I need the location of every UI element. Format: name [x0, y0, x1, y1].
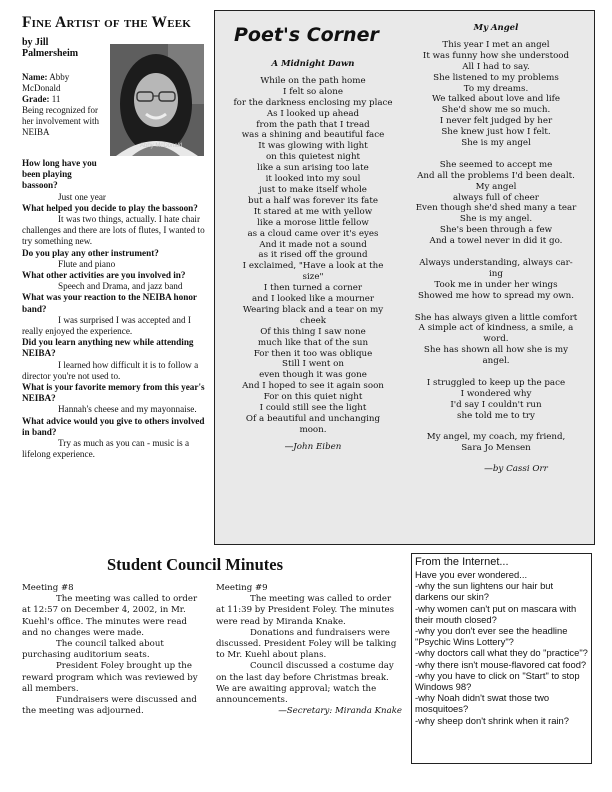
poem-line: She has shown all how she is my — [423, 345, 569, 356]
question: What other activities are you involved in? — [22, 270, 186, 281]
poem-line: All I had to say. — [462, 61, 530, 72]
poem-line: for the darkness enclosing my place — [233, 97, 393, 108]
poem-line: She'd show me so much. — [441, 105, 551, 116]
poem-line: For then it too was oblique — [253, 348, 373, 359]
poem-line: My angel, my coach, my friend, — [426, 432, 566, 443]
stanza-break — [404, 247, 588, 258]
poem-line: was a shining and beautiful face — [241, 130, 385, 141]
poem-line: from the path that I tread — [256, 119, 370, 130]
poem-midnight-dawn — [220, 59, 406, 453]
question: What advice would you give to others involved in band? — [22, 415, 205, 437]
poem-line: As I looked up ahead — [266, 108, 360, 119]
from-the-internet-box — [411, 553, 592, 764]
poem-line: Took me in under her wings — [434, 279, 558, 290]
poem-line: cheek — [299, 315, 326, 326]
poem-line: I exclaimed, "Have a look at the — [242, 261, 384, 272]
poets-corner-title: Poet's Corner — [234, 24, 379, 46]
poem-line: And I hoped to see it again soon — [242, 381, 384, 392]
poem-line: A simple act of kindness, a smile, a — [418, 323, 574, 334]
question: Do you play any other instrument? — [22, 247, 159, 258]
internet-item: -why the sun lightens our hair but darkens our skin? — [415, 580, 554, 603]
poem-line: size" — [302, 272, 324, 283]
answer: Try as much as you can - music is a lifelong experience. — [22, 438, 190, 460]
artist-profile — [22, 72, 108, 138]
poem-line: Even though she'd shed many a tear — [415, 203, 577, 214]
meeting-8 — [22, 583, 204, 717]
poem-line: I felt so alone — [283, 86, 343, 97]
secretary-signature: —Secretary: Miranda Knake — [278, 706, 402, 717]
minutes-paragraph: President Foley brought up the reward program which was reviewed by all members. — [22, 661, 198, 694]
internet-item: -why you have to click on "Start" to stop Windows 98? — [415, 669, 580, 693]
poem-line: She has always given a little comfort — [414, 312, 578, 323]
answer: Speech and Drama, and jazz band — [58, 281, 183, 292]
photo-caption: Abby McDonald — [140, 143, 183, 149]
poem-line: always full of cheer — [453, 192, 539, 203]
poem-line: like a sun arising too late — [257, 163, 369, 174]
poem-line: And a towel never in did it go. — [429, 236, 563, 247]
poem-title: My Angel — [473, 23, 519, 33]
poem-line: Of this thing I saw none — [260, 326, 366, 337]
minutes-paragraph: Fundraisers were discussed and the meeting was adjourned. — [22, 695, 197, 717]
grade-label: Grade: — [22, 94, 50, 104]
poem-author: —by Cassi Orr — [484, 464, 548, 475]
poem-line: I then turned a corner — [263, 283, 363, 294]
answer: I learned how difficult it is to follow a director you're not used to. — [22, 359, 199, 381]
question: Did you learn anything new while attending NEIBA? — [22, 337, 194, 359]
poem-line: Sara Jo Mensen — [461, 443, 531, 454]
minutes-paragraph: Council discussed a costume day on the last day before Christmas break. We are awaiting approval; watch the announcements. — [216, 661, 394, 706]
poem-line: but a half was forever its fate — [248, 195, 378, 206]
poem-line: We talked about love and life — [432, 94, 560, 105]
poem-line: Of a beautiful and unchanging — [245, 414, 381, 424]
poem-lines — [220, 76, 406, 436]
stanza-break — [404, 149, 588, 160]
internet-intro: Have you ever wondered... — [415, 569, 528, 580]
poem-line: as a cloud came over it's eyes — [247, 228, 379, 239]
poem-line: It was glowing with light — [258, 141, 368, 152]
internet-item: -why doctors call what they do "practice"? — [415, 647, 588, 659]
poem-line: and I looked like a mourner — [251, 294, 375, 305]
poem-line: ing — [489, 268, 503, 279]
answer: Flute and piano — [58, 258, 116, 269]
answer: Hannah's cheese and my mayonnaise. — [58, 404, 197, 415]
poem-line: She's been through a few — [439, 225, 553, 236]
poem-line: Still I went on — [282, 359, 344, 370]
poem-line: My angel — [475, 181, 517, 192]
artist-intro: Being recognized for her involvement with NEIBA — [22, 105, 99, 137]
question: What is your favorite memory from this year's NEIBA? — [22, 382, 205, 404]
poem-line: just to make itself whole — [259, 184, 367, 195]
grade-value: 11 — [51, 94, 61, 104]
meeting-heading: Meeting #9 — [216, 583, 268, 593]
poem-line: She is my angel — [461, 138, 531, 149]
poem-line: To my dreams. — [463, 83, 529, 94]
name-label: Name: — [22, 72, 48, 82]
question: What was your reaction to the NEIBA honor band? — [22, 292, 197, 314]
poem-line: Always understanding, always car- — [419, 258, 573, 268]
poem-line: moon. — [299, 424, 327, 435]
poem-line: She is my angel. — [459, 214, 533, 225]
stanza-break — [404, 302, 588, 313]
poem-line: I could still see the light — [259, 403, 367, 414]
poem-line: Wearing black and a tear on my — [242, 304, 384, 315]
minutes-paragraph: The council talked about purchasing auditorium seats. — [22, 639, 164, 661]
answer: Just one year — [58, 191, 106, 202]
poem-line: I struggled to keep up the pace — [426, 377, 566, 388]
poem-line: She listened to my problems — [433, 72, 559, 83]
minutes-paragraph: The meeting was called to order at 11:39 by President Foley. The minutes were read by Miranda Knake. — [216, 594, 395, 627]
poem-line: Showed me how to spread my own. — [417, 290, 575, 301]
stanza-break — [404, 367, 588, 378]
poem-line: word. — [483, 334, 509, 345]
name-value: Abby McDonald — [22, 72, 70, 93]
meeting-heading: Meeting #8 — [22, 583, 74, 593]
poem-line: angel. — [482, 356, 510, 367]
poem-lines — [404, 40, 588, 454]
answer: I was surprised I was accepted and I really enjoyed the experience. — [22, 314, 191, 337]
meeting-9 — [216, 583, 402, 717]
poem-line: I never felt judged by her — [439, 116, 553, 127]
internet-item: -why sheep don't shrink when it rain? — [415, 714, 569, 726]
poem-line: I wondered why — [460, 388, 532, 399]
poem-line: it looked into my soul — [265, 174, 361, 185]
artist-photo — [110, 44, 204, 156]
internet-title: From the Internet... — [415, 556, 509, 568]
minutes-paragraph: Donations and fundraisers were discussed. President Foley will be talking to Mr. Kuehl about plans. — [216, 627, 397, 661]
poem-title: A Midnight Dawn — [271, 59, 355, 69]
fine-artist-title: Fine Artist of the Week — [22, 14, 192, 31]
poem-line: She seemed to accept me — [439, 159, 553, 170]
poem-line: even though it was gone — [259, 370, 367, 381]
poem-line: much like that of the sun — [257, 337, 369, 348]
poem-line: as it rised off the ground — [258, 250, 368, 261]
poem-line: And it made not a sound — [259, 239, 367, 250]
student-council-title: Student Council Minutes — [107, 555, 284, 574]
minutes-paragraph: The meeting was called to order at 12:57 on December 4, 2002, in Mr. Kuehl's office. The minutes were read and no changes were made. — [22, 594, 198, 638]
poem-line: on this quietest night — [265, 152, 361, 163]
internet-item: -why women can't put on mascara with their mouth closed? — [415, 602, 577, 625]
question: How long have you been playing bassoon? — [22, 158, 97, 191]
poem-line: While on the path home — [260, 75, 366, 86]
poem-my-angel — [404, 23, 588, 475]
poem-line: It stared at me with yellow — [253, 206, 373, 217]
poem-line: It was funny how she understood — [422, 50, 570, 61]
poem-line: This year I met an angel — [442, 39, 550, 50]
byline: by Jill Palmersheim — [22, 37, 79, 59]
poem-line: She knew just how I felt. — [441, 127, 551, 138]
interview — [22, 158, 210, 460]
poem-line: And all the problems I'd been dealt. — [417, 170, 575, 181]
poem-author: —John Eiben — [284, 441, 342, 452]
poem-line: I'd say I couldn't run — [450, 399, 542, 410]
stanza-break — [404, 422, 588, 433]
poem-line: she told me to try — [457, 410, 535, 421]
poem-line: For on this quiet night — [263, 392, 363, 403]
answer: It was two things, actually. I hate chair challenges and there are lots of flutes, I wanted to try something new. — [22, 214, 205, 247]
internet-item: -why Noah didn't swat those two mosquitoes? — [415, 692, 550, 715]
question: What helped you decide to play the bassoon? — [22, 202, 198, 213]
poem-line: like a morose little fellow — [257, 217, 369, 228]
internet-item: -why you don't ever see the headline "Psychic Wins Lottery"? — [415, 625, 568, 648]
internet-item: -why there isn't mouse-flavored cat food? — [415, 658, 587, 670]
